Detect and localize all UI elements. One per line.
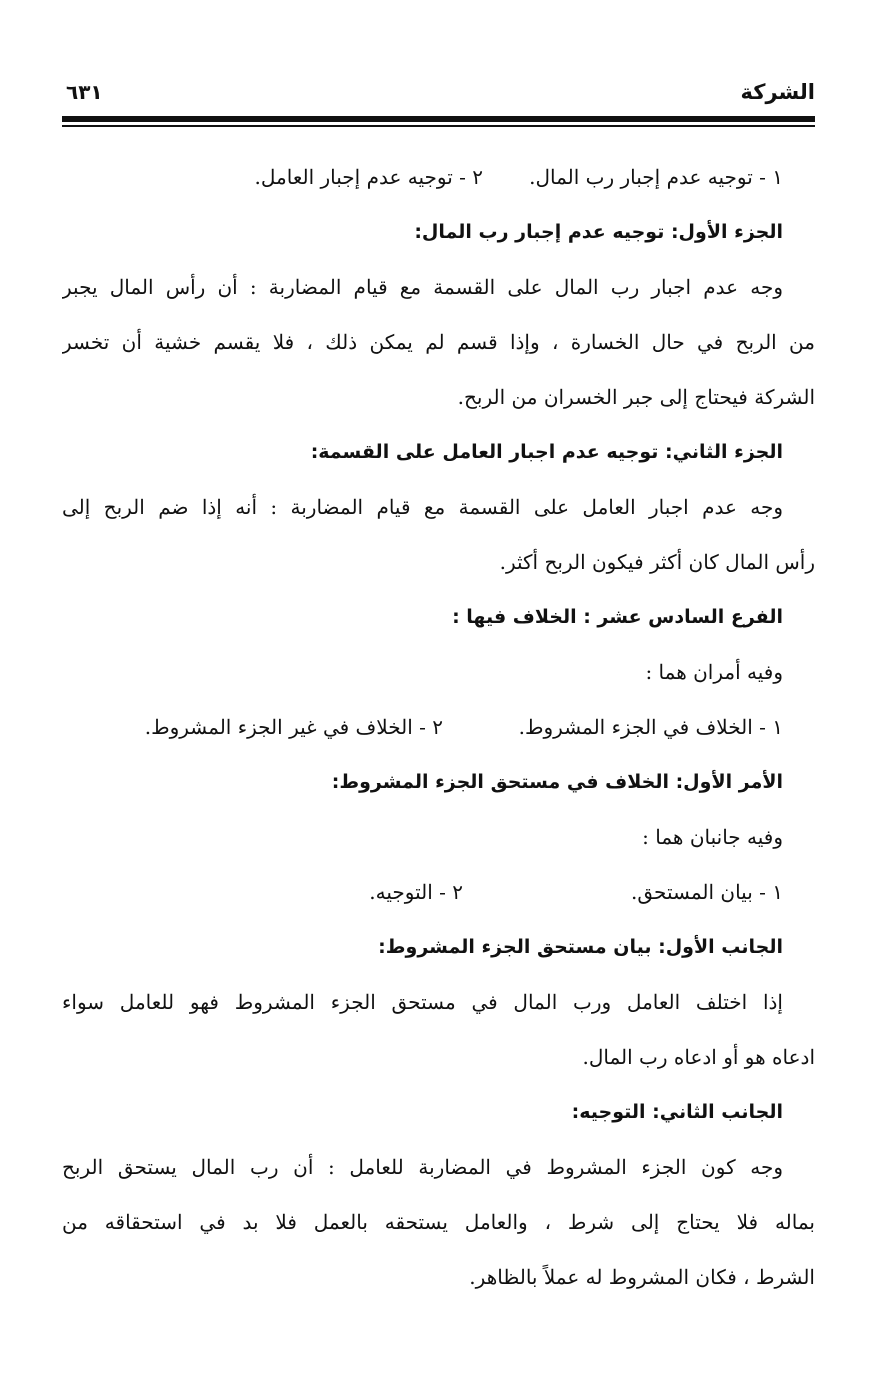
list-line — [62, 700, 815, 755]
paragraph-line: وفيه أمران هما : — [645, 660, 783, 684]
list-item: ١ - توجيه عدم إجبار رب المال. — [529, 165, 783, 189]
section-heading: الجزء الثاني: توجيه عدم اجبار العامل على القسمة: — [310, 441, 783, 463]
running-title: الشركة — [740, 80, 815, 104]
paragraph-line: رأس المال كان أكثر فيكون الربح أكثر. — [499, 550, 815, 574]
paragraph-line: الشرط ، فكان المشروط له عملاً بالظاهر. — [469, 1265, 815, 1289]
paragraph-line: وجه عدم اجبار رب المال على القسمة مع قيام المضاربة : أن رأس المال يجبر — [62, 275, 783, 299]
paragraph-line: الشركة فيحتاج إلى جبر الخسران من الربح. — [457, 385, 815, 409]
section-heading: الفرع السادس عشر : الخلاف فيها : — [452, 606, 783, 628]
list-item: ١ - الخلاف في الجزء المشروط. — [518, 715, 783, 739]
section-heading: الجانب الأول: بيان مستحق الجزء المشروط: — [378, 936, 783, 958]
paragraph-line: وجه عدم اجبار العامل على القسمة مع قيام المضاربة : أنه إذا ضم الربح إلى — [62, 495, 783, 519]
page-body — [62, 150, 815, 1305]
paragraph-line: وفيه جانبان هما : — [642, 825, 783, 849]
page-number: ٦٣١ — [66, 80, 103, 104]
list-item: ٢ - التوجيه. — [369, 880, 463, 904]
paragraph-line: من الربح في حال الخسارة ، وإذا قسم لم يمكن ذلك ، فلا يقسم خشية أن تخسر — [62, 330, 815, 354]
list-line — [62, 865, 815, 920]
section-heading: الجزء الأول: توجيه عدم إجبار رب المال: — [414, 221, 783, 243]
paragraph-line: بماله فلا يحتاج إلى شرط ، والعامل يستحقه بالعمل فلا بد في استحقاقه من — [62, 1210, 815, 1234]
paragraph-line: إذا اختلف العامل ورب المال في مستحق الجزء المشروط فهو للعامل سواء — [62, 990, 783, 1014]
list-item: ١ - بيان المستحق. — [631, 880, 783, 904]
section-heading: الأمر الأول: الخلاف في مستحق الجزء المشروط: — [331, 771, 783, 793]
list-item: ٢ - توجيه عدم إجبار العامل. — [254, 165, 483, 189]
paragraph-line: ادعاه هو أو ادعاه رب المال. — [582, 1045, 815, 1069]
header-rule-thin — [62, 125, 815, 127]
list-line — [62, 150, 815, 205]
page-header — [62, 80, 815, 114]
list-item: ٢ - الخلاف في غير الجزء المشروط. — [144, 715, 443, 739]
section-heading: الجانب الثاني: التوجيه: — [571, 1101, 783, 1123]
paragraph-line: وجه كون الجزء المشروط في المضاربة للعامل : أن رب المال يستحق الربح — [62, 1155, 783, 1179]
header-rule-thick — [62, 116, 815, 122]
